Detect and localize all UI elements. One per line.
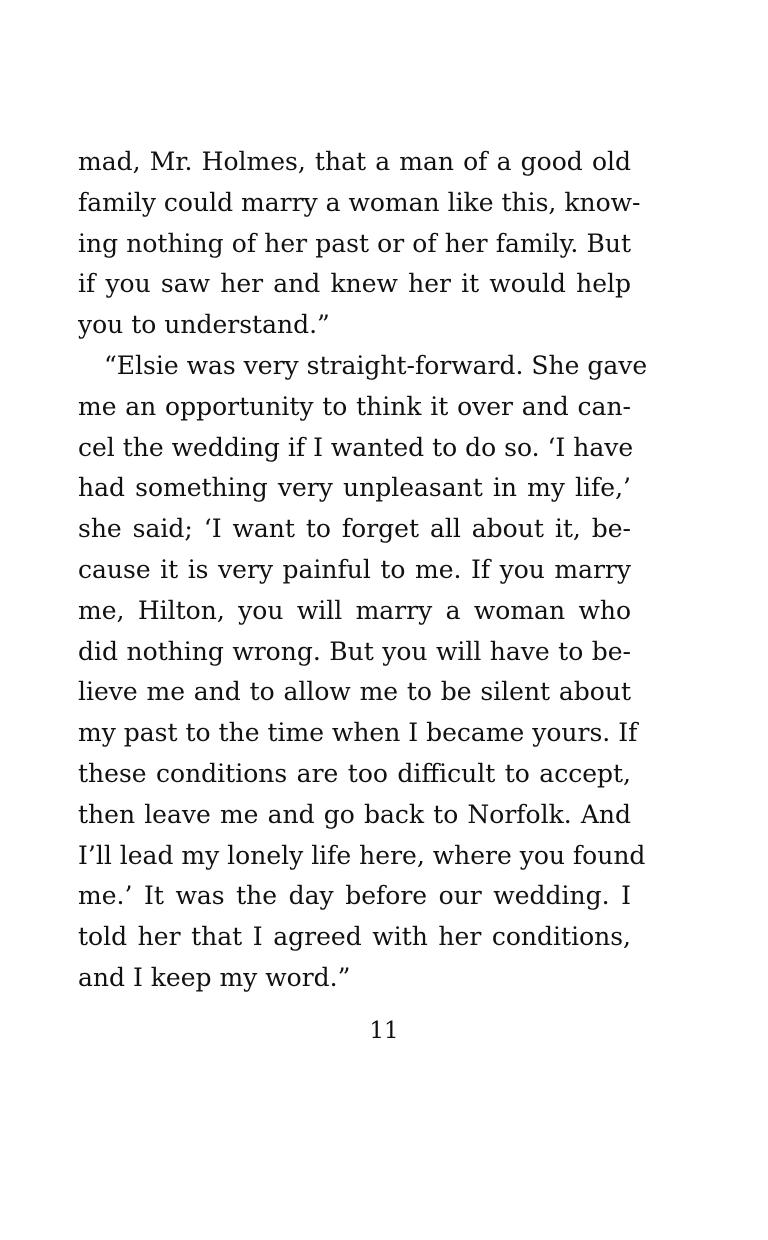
text-line: me an opportunity to think it over and can- bbox=[78, 391, 631, 421]
text-line: ing nothing of her past or of her family. But bbox=[78, 228, 631, 258]
text-line: she said; ‘I want to forget all about it, be- bbox=[78, 514, 631, 544]
text-line: cause it is very painful to me. If you marry bbox=[78, 554, 631, 584]
text-line: I’ll lead my lonely life here, where you found bbox=[78, 840, 646, 870]
text-line: these conditions are too difficult to accept, bbox=[78, 758, 631, 788]
paragraph-2 bbox=[78, 346, 648, 999]
text-line: me.’ It was the day before our wedding. I bbox=[78, 881, 631, 911]
text-line: if you saw her and knew her it would help bbox=[78, 269, 631, 299]
text-line: told her that I agreed with her conditions, bbox=[78, 922, 631, 952]
text-line: then leave me and go back to Norfolk. And bbox=[78, 799, 631, 829]
text-line: “Elsie was very straight-forward. She gave bbox=[104, 350, 648, 380]
text-line: did nothing wrong. But you will have to be- bbox=[78, 636, 631, 666]
text-line: me, Hilton, you will marry a woman who bbox=[78, 595, 631, 625]
text-line: lieve me and to allow me to be silent about bbox=[78, 677, 631, 707]
paragraph-1 bbox=[78, 142, 641, 346]
text-line: you to understand.” bbox=[78, 310, 330, 340]
text-line: cel the wedding if I wanted to do so. ‘I have bbox=[78, 432, 634, 462]
text-line: my past to the time when I became yours. If bbox=[78, 718, 638, 748]
text-line: had something very unpleasant in my life,’ bbox=[78, 473, 631, 503]
text-line: family could marry a woman like this, know- bbox=[78, 187, 641, 217]
page-number: 11 bbox=[369, 1018, 399, 1044]
text-line: mad, Mr. Holmes, that a man of a good old bbox=[78, 147, 631, 176]
body-text bbox=[78, 142, 648, 999]
text-line: and I keep my word.” bbox=[78, 962, 351, 992]
